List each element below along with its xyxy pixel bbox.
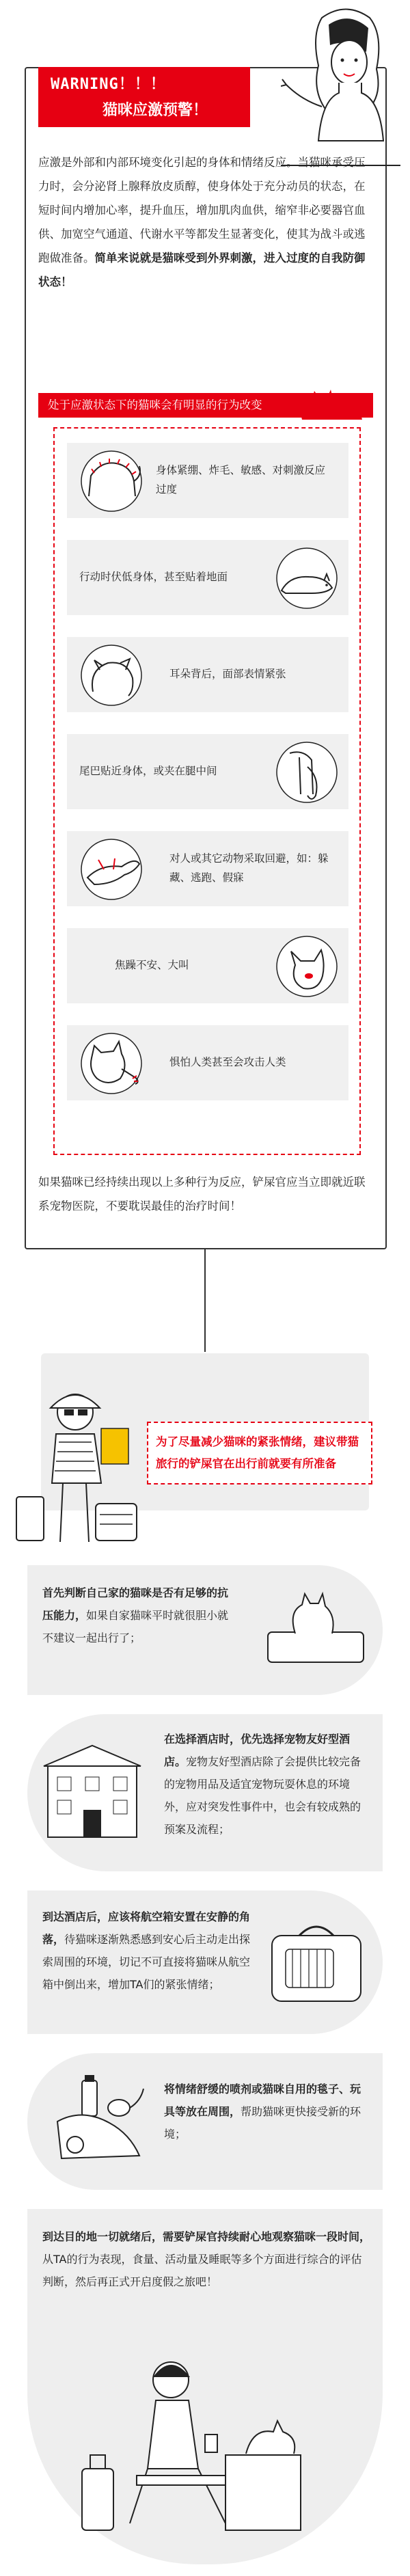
toys-and-blanket-icon (48, 2074, 150, 2169)
behavior-item-3 (67, 637, 348, 712)
behavior-item-1 (67, 443, 348, 518)
tip-bold-3: 到达酒店后，应该将航空箱安置在安静的角落， (42, 1910, 251, 1946)
behavior-item-7 (67, 1025, 348, 1100)
tip-text-3 (42, 1906, 254, 1996)
tucked-tail-cat-icon (269, 740, 344, 804)
tip-card-5 (27, 2209, 383, 2564)
behavior-item-5 (67, 831, 348, 906)
traveler-with-luggage-illustration (14, 1381, 144, 1551)
owner-relaxing-with-cat-illustration (68, 2339, 342, 2544)
tip-bold-1: 首先判断自己家的猫咪是否有足够的抗压能力， (42, 1586, 229, 1622)
puffed-cat-icon (74, 448, 149, 513)
cat-silhouette-icon (294, 383, 369, 421)
hotel-building-icon (41, 1741, 144, 1844)
yowling-cat-icon (269, 934, 344, 999)
tip-text-5 (42, 2225, 370, 2293)
hiding-cat-icon (74, 837, 149, 901)
intro-paragraph (38, 150, 373, 294)
attacking-cat-icon (74, 1031, 149, 1096)
cat-in-litter-box-icon (261, 1584, 370, 1673)
woman-pointing-illustration (281, 4, 400, 168)
tip-text-4 (164, 2078, 369, 2145)
tip-bold-2: 在选择酒店时，优先选择宠物友好型酒店。 (164, 1733, 351, 1768)
behavior-item-2 (67, 540, 348, 615)
behavior-heading: 处于应激状态下的猫咪会有明显的行为改变 (38, 393, 373, 418)
ears-back-cat-icon (74, 642, 149, 707)
outro-paragraph: 如果猫咪已经持续出现以上多种行为反应，铲屎官应当立即就近联系宠物医院，不要耽误最佳的治疗时间！ (38, 1176, 366, 1212)
warning-title-cn: 猫咪应激预警！ (102, 102, 208, 119)
warning-title-en: WARNING！！！ (51, 76, 166, 93)
behavior-text-1: 身体紧绷、炸毛、敏感、对刺激反应过度 (156, 464, 326, 496)
pet-carrier-icon (265, 1915, 368, 2011)
behavior-text-6: 焦躁不安、大叫 (115, 959, 189, 971)
intro-bold-text: 简单来说就是猫咪受到外界刺激，进入过度的自我防御状态！ (38, 252, 366, 288)
tip-body-4: 帮助猫咪更快接受新的环境； (164, 2105, 361, 2141)
travel-highlight-text: 为了尽量减少猫咪的紧张情绪，建议带猫旅行的铲屎官在出行前就要有所准备 (156, 1435, 359, 1470)
behavior-item-6 (67, 928, 348, 1003)
tip-text-2 (164, 1728, 369, 1841)
tip-card-2 (27, 1714, 383, 1871)
tip-card-3 (27, 1890, 383, 2034)
tip-bold-5: 到达目的地一切就绪后，需要铲屎官持续耐心地观察猫咪一段时间， (42, 2230, 371, 2243)
warning-banner (38, 67, 250, 127)
tip-body-1: 如果自家猫咪平时就很胆小就不建议一起出行了； (42, 1609, 229, 1644)
tip-card-1 (27, 1565, 383, 1695)
behavior-text-3: 耳朵背后，面部表情紧张 (169, 668, 286, 680)
tip-body-5: 从TA的行为表现，食量、活动量及睡眠等多个方面进行综合的评估判断，然后再正式开启度假之旅吧！ (42, 2253, 362, 2288)
crouching-cat-icon (269, 545, 344, 610)
behavior-item-4 (67, 734, 348, 809)
intro-text: 应激是外部和内部环境变化引起的身体和情绪反应。当猫咪承受压力时，会分泌肾上腺释放皮质醇，使身体处于充分动员的状态，在短时间内增加心率，提升血压，增加肌肉血供，缩窄非必要器官血供、加宽空气通道、代谢水平等都发生显著变化，使其为战斗或逃跑做准备。 (38, 156, 366, 265)
behavior-text-4: 尾巴贴近身体，或夹在腿中间 (79, 765, 217, 777)
section-divider-line (204, 1249, 206, 1352)
tip-card-4 (27, 2053, 383, 2190)
behavior-text-7: 惧怕人类甚至会攻击人类 (169, 1056, 286, 1068)
tip-body-2: 宠物友好型酒店除了会提供比较完备的宠物用品及适宜宠物玩耍休息的环境外，应对突发性事件中，也会有较成熟的预案及流程； (164, 1755, 361, 1836)
tip-bold-4: 将情绪舒缓的喷剂或猫咪自用的毯子、玩具等放在周围， (164, 2083, 361, 2118)
behavior-text-2: 行动时伏低身体，甚至贴着地面 (79, 571, 228, 583)
tip-body-3: 待猫咪逐渐熟悉感到安心后主动走出探索周围的环境，切记不可直接将猫咪从航空箱中倒出来，增加TA们的紧张情绪； (42, 1933, 251, 1991)
behavior-text-5: 对人或其它动物采取回避，如：躲藏、逃跑、假寐 (169, 852, 329, 884)
tip-text-1 (42, 1582, 234, 1649)
